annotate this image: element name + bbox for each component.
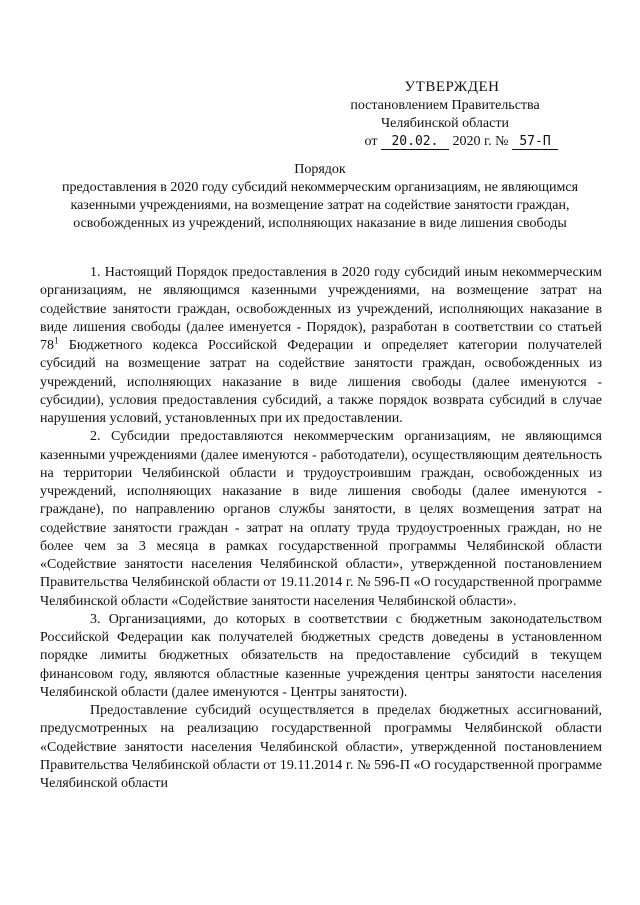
approval-title: УТВЕРЖДЕН xyxy=(404,79,500,95)
year-text: 2020 г. № xyxy=(452,134,509,149)
title-heading: Порядок xyxy=(294,162,346,177)
document-body xyxy=(40,264,602,793)
paragraph-4: Предоставление субсидий осуществляется в пределах бюджетных ассигнований, предусмотренных на реализацию государственной программы Челябинской области «Содействие занятости населения Челябинской области», утвержденной постановлением Правительства Челябинской области от 19.11.2014 г. № 596-П «О государственной программе Челябинской области xyxy=(40,703,602,791)
approval-line-1: постановлением Правительства xyxy=(350,98,540,113)
title-subheading: предоставления в 2020 году субсидий некоммерческим организациям, не являющимся казенными учреждениями, на возмещение затрат на содействие занятости граждан, освобожденных из учреждений, исполняющих наказание в виде лишения свободы xyxy=(61,180,579,231)
document-title xyxy=(46,161,594,233)
date-field: 20.02. xyxy=(381,134,449,150)
approval-date-line xyxy=(320,133,570,151)
paragraph-1 xyxy=(40,264,602,428)
paragraph-1-text-b: Бюджетного кодекса Российской Федерации и определяет категории получателей субсидий на возмещение затрат на содействие занятости граждан, освобожденных из учреждений, исполняющих наказание в виде лишения свободы (далее именуются - субсидии), условия предоставления субсидий, а также порядок возврата субсидий в случае нарушения условий, установленных при их предоставлении. xyxy=(40,338,602,426)
number-field: 57-П xyxy=(512,134,558,150)
paragraph-2: 2. Субсидии предоставляются некоммерческим организациям, не являющимся казенными учреждениями (далее именуются - работодатели), осуществляющим деятельность на территории Челябинской области и трудоустроившим граждан, освобожденных из учреждений, исполняющих наказание в виде лишения свободы (далее именуются - граждане), по направлению органов службы занятости, в целях возмещения затрат на содействие занятости граждан - затрат на оплату труда трудоустроенных граждан, но не более чем за 3 месяца в рамках государственной программы Челябинской области «Содействие занятости населения Челябинской области», утвержденной постановлением Правительства Челябинской области от 19.11.2014 г. № 596-П «О государственной программе Челябинской области «Содействие занятости населения Челябинской области». xyxy=(40,429,602,609)
paragraph-1-superscript: 1 xyxy=(54,335,59,346)
approval-line-2: Челябинской области xyxy=(381,116,509,131)
paragraph-3: 3. Организациями, до которых в соответствии с бюджетным законодательством Российской Федерации как получателей бюджетных средств доведены в установленном порядке лимиты бюджетных обязательств на предоставление субсидий в текущем финансовом году, являются областные казенные учреждения центры занятости населения Челябинской области (далее именуются - Центры занятости). xyxy=(40,611,602,700)
paragraph-1-text-a: 1. Настоящий Порядок предоставления в 2020 году субсидий иным некоммерческим организациям, не являющимся казенными учреждениями, на возмещение затрат на содействие занятости граждан, освобожденных из учреждений, исполняющих наказание в виде лишения свободы (далее именуется - Порядок), разработан в соответствии со статьей 78 xyxy=(40,265,602,353)
date-prefix: от xyxy=(364,134,378,149)
approval-block xyxy=(320,78,570,151)
